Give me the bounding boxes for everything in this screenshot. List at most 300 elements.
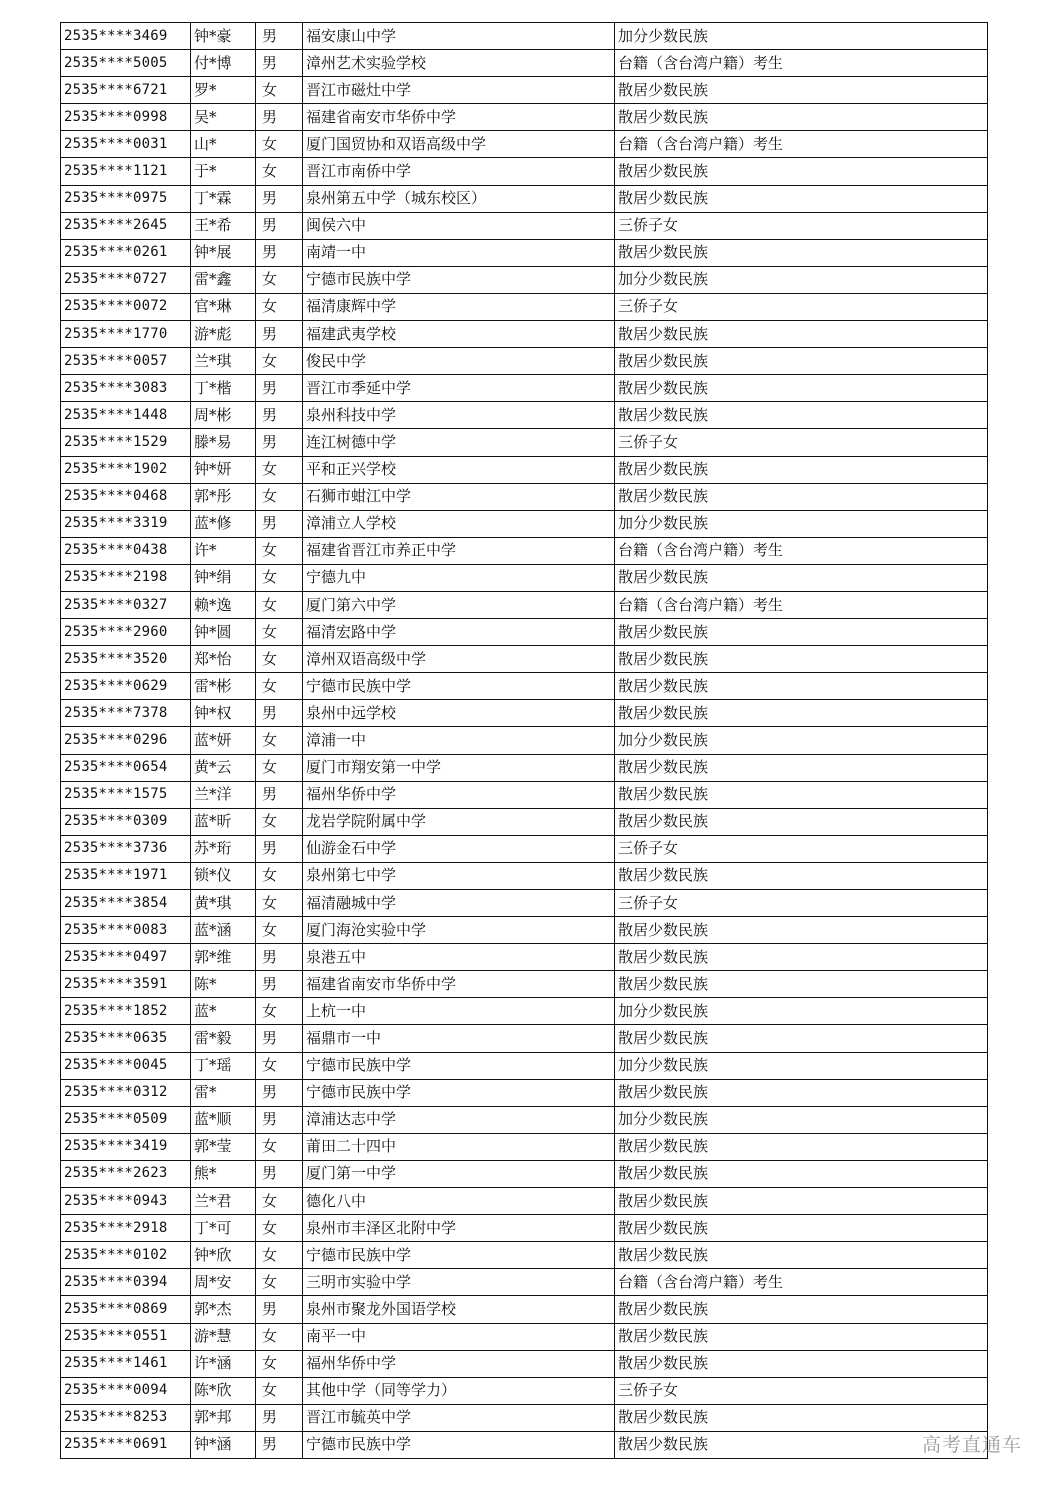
category-cell: 三侨子女 — [615, 293, 988, 320]
school-cell: 晋江市磁灶中学 — [303, 77, 615, 104]
category-cell: 散居少数民族 — [615, 944, 988, 971]
table-row — [61, 1242, 988, 1269]
school-cell: 泉州第七中学 — [303, 862, 615, 889]
table-row — [61, 1377, 988, 1404]
school-cell: 厦门第一中学 — [303, 1160, 615, 1187]
gender-cell: 男 — [256, 835, 303, 862]
category-cell: 加分少数民族 — [615, 266, 988, 293]
school-cell: 泉州中远学校 — [303, 700, 615, 727]
table-row — [61, 266, 988, 293]
table-row — [61, 998, 988, 1025]
id-cell: 2535****1121 — [61, 158, 191, 185]
table-row — [61, 591, 988, 618]
name-cell: 锁*仪 — [191, 862, 256, 889]
name-cell: 兰*君 — [191, 1188, 256, 1215]
school-cell: 三明市实验中学 — [303, 1269, 615, 1296]
id-cell: 2535****0468 — [61, 483, 191, 510]
table-row — [61, 50, 988, 77]
name-cell: 游*慧 — [191, 1323, 256, 1350]
table-row — [61, 321, 988, 348]
gender-cell: 女 — [256, 1269, 303, 1296]
gender-cell: 男 — [256, 429, 303, 456]
table-row — [61, 510, 988, 537]
school-cell: 宁德市民族中学 — [303, 1431, 615, 1458]
gender-cell: 女 — [256, 483, 303, 510]
category-cell: 台籍（含台湾户籍）考生 — [615, 50, 988, 77]
gender-cell: 女 — [256, 131, 303, 158]
school-cell: 泉州第五中学（城东校区） — [303, 185, 615, 212]
name-cell: 雷*毅 — [191, 1025, 256, 1052]
school-cell: 宁德市民族中学 — [303, 1242, 615, 1269]
school-cell: 福州华侨中学 — [303, 781, 615, 808]
name-cell: 罗* — [191, 77, 256, 104]
category-cell: 台籍（含台湾户籍）考生 — [615, 1269, 988, 1296]
table-row — [61, 1079, 988, 1106]
gender-cell: 女 — [256, 266, 303, 293]
name-cell: 雷* — [191, 1079, 256, 1106]
table-row — [61, 1052, 988, 1079]
category-cell: 散居少数民族 — [615, 1404, 988, 1431]
name-cell: 蓝*顺 — [191, 1106, 256, 1133]
name-cell: 丁*霖 — [191, 185, 256, 212]
name-cell: 郭*莹 — [191, 1133, 256, 1160]
gender-cell: 女 — [256, 619, 303, 646]
id-cell: 2535****0057 — [61, 348, 191, 375]
gender-cell: 男 — [256, 1025, 303, 1052]
gender-cell: 女 — [256, 1215, 303, 1242]
gender-cell: 男 — [256, 212, 303, 239]
school-cell: 泉州科技中学 — [303, 402, 615, 429]
id-cell: 2535****1852 — [61, 998, 191, 1025]
category-cell: 散居少数民族 — [615, 321, 988, 348]
name-cell: 于* — [191, 158, 256, 185]
id-cell: 2535****6721 — [61, 77, 191, 104]
gender-cell: 女 — [256, 537, 303, 564]
id-cell: 2535****0045 — [61, 1052, 191, 1079]
category-cell: 三侨子女 — [615, 835, 988, 862]
table-row — [61, 402, 988, 429]
school-cell: 厦门海沧实验中学 — [303, 917, 615, 944]
name-cell: 钟*圆 — [191, 619, 256, 646]
name-cell: 陈*欣 — [191, 1377, 256, 1404]
table-row — [61, 564, 988, 591]
id-cell: 2535****8253 — [61, 1404, 191, 1431]
id-cell: 2535****2960 — [61, 619, 191, 646]
table-row — [61, 646, 988, 673]
category-cell: 散居少数民族 — [615, 1188, 988, 1215]
school-cell: 石狮市蚶江中学 — [303, 483, 615, 510]
category-cell: 三侨子女 — [615, 212, 988, 239]
category-cell: 散居少数民族 — [615, 754, 988, 781]
school-cell: 南靖一中 — [303, 239, 615, 266]
school-cell: 莆田二十四中 — [303, 1133, 615, 1160]
school-cell: 南平一中 — [303, 1323, 615, 1350]
school-cell: 泉州市聚龙外国语学校 — [303, 1296, 615, 1323]
school-cell: 平和正兴学校 — [303, 456, 615, 483]
school-cell: 福鼎市一中 — [303, 1025, 615, 1052]
school-cell: 闽侯六中 — [303, 212, 615, 239]
table-row — [61, 917, 988, 944]
table-row — [61, 429, 988, 456]
name-cell: 钟*展 — [191, 239, 256, 266]
category-cell: 散居少数民族 — [615, 862, 988, 889]
id-cell: 2535****3083 — [61, 375, 191, 402]
name-cell: 周*彬 — [191, 402, 256, 429]
table-row — [61, 862, 988, 889]
category-cell: 散居少数民族 — [615, 239, 988, 266]
school-cell: 晋江市南侨中学 — [303, 158, 615, 185]
school-cell: 福建武夷学校 — [303, 321, 615, 348]
table-row — [61, 1215, 988, 1242]
school-cell: 福清宏路中学 — [303, 619, 615, 646]
id-cell: 2535****0869 — [61, 1296, 191, 1323]
school-cell: 宁德市民族中学 — [303, 266, 615, 293]
school-cell: 俊民中学 — [303, 348, 615, 375]
category-cell: 散居少数民族 — [615, 564, 988, 591]
school-cell: 漳浦立人学校 — [303, 510, 615, 537]
table-row — [61, 1188, 988, 1215]
school-cell: 龙岩学院附属中学 — [303, 808, 615, 835]
table-row — [61, 23, 988, 50]
name-cell: 雷*彬 — [191, 673, 256, 700]
table-row — [61, 1350, 988, 1377]
gender-cell: 男 — [256, 185, 303, 212]
id-cell: 2535****2918 — [61, 1215, 191, 1242]
category-cell: 散居少数民族 — [615, 1215, 988, 1242]
table-row — [61, 77, 988, 104]
category-cell: 三侨子女 — [615, 890, 988, 917]
school-cell: 晋江市毓英中学 — [303, 1404, 615, 1431]
school-cell: 宁德市民族中学 — [303, 1052, 615, 1079]
name-cell: 黄*云 — [191, 754, 256, 781]
id-cell: 2535****0635 — [61, 1025, 191, 1052]
id-cell: 2535****1971 — [61, 862, 191, 889]
category-cell: 散居少数民族 — [615, 375, 988, 402]
gender-cell: 女 — [256, 348, 303, 375]
gender-cell: 男 — [256, 1431, 303, 1458]
name-cell: 钟*豪 — [191, 23, 256, 50]
category-cell: 散居少数民族 — [615, 619, 988, 646]
school-cell: 其他中学（同等学力） — [303, 1377, 615, 1404]
category-cell: 散居少数民族 — [615, 781, 988, 808]
gender-cell: 女 — [256, 1133, 303, 1160]
id-cell: 2535****0943 — [61, 1188, 191, 1215]
category-cell: 散居少数民族 — [615, 185, 988, 212]
name-cell: 苏*珩 — [191, 835, 256, 862]
table-row — [61, 293, 988, 320]
category-cell: 加分少数民族 — [615, 1106, 988, 1133]
gender-cell: 女 — [256, 890, 303, 917]
name-cell: 郑*怡 — [191, 646, 256, 673]
category-cell: 散居少数民族 — [615, 158, 988, 185]
table-row — [61, 1025, 988, 1052]
id-cell: 2535****2198 — [61, 564, 191, 591]
gender-cell: 女 — [256, 646, 303, 673]
id-cell: 2535****0629 — [61, 673, 191, 700]
id-cell: 2535****0654 — [61, 754, 191, 781]
gender-cell: 女 — [256, 564, 303, 591]
gender-cell: 男 — [256, 1160, 303, 1187]
name-cell: 蓝*涵 — [191, 917, 256, 944]
gender-cell: 男 — [256, 781, 303, 808]
category-cell: 散居少数民族 — [615, 1133, 988, 1160]
table-row — [61, 1160, 988, 1187]
category-cell: 散居少数民族 — [615, 483, 988, 510]
id-cell: 2535****2645 — [61, 212, 191, 239]
name-cell: 许* — [191, 537, 256, 564]
table-row — [61, 808, 988, 835]
school-cell: 福州华侨中学 — [303, 1350, 615, 1377]
id-cell: 2535****0975 — [61, 185, 191, 212]
watermark: 高考直通车 — [921, 1434, 1022, 1456]
name-cell: 丁*瑶 — [191, 1052, 256, 1079]
school-cell: 连江树德中学 — [303, 429, 615, 456]
name-cell: 郭*杰 — [191, 1296, 256, 1323]
school-cell: 厦门市翔安第一中学 — [303, 754, 615, 781]
school-cell: 宁德市民族中学 — [303, 673, 615, 700]
school-cell: 福清康辉中学 — [303, 293, 615, 320]
gender-cell: 男 — [256, 1404, 303, 1431]
table-row — [61, 835, 988, 862]
id-cell: 2535****0551 — [61, 1323, 191, 1350]
category-cell: 散居少数民族 — [615, 971, 988, 998]
name-cell: 山* — [191, 131, 256, 158]
school-cell: 福清融城中学 — [303, 890, 615, 917]
name-cell: 熊* — [191, 1160, 256, 1187]
gender-cell: 男 — [256, 1106, 303, 1133]
table-row — [61, 619, 988, 646]
id-cell: 2535****1575 — [61, 781, 191, 808]
id-cell: 2535****2623 — [61, 1160, 191, 1187]
category-cell: 散居少数民族 — [615, 1079, 988, 1106]
gender-cell: 女 — [256, 727, 303, 754]
id-cell: 2535****0072 — [61, 293, 191, 320]
name-cell: 游*彪 — [191, 321, 256, 348]
category-cell: 散居少数民族 — [615, 104, 988, 131]
school-cell: 晋江市季延中学 — [303, 375, 615, 402]
id-cell: 2535****0497 — [61, 944, 191, 971]
category-cell: 台籍（含台湾户籍）考生 — [615, 591, 988, 618]
name-cell: 郭*维 — [191, 944, 256, 971]
category-cell: 三侨子女 — [615, 1377, 988, 1404]
gender-cell: 女 — [256, 158, 303, 185]
id-cell: 2535****0102 — [61, 1242, 191, 1269]
name-cell: 钟*欣 — [191, 1242, 256, 1269]
gender-cell: 女 — [256, 1188, 303, 1215]
school-cell: 福安康山中学 — [303, 23, 615, 50]
id-cell: 2535****0509 — [61, 1106, 191, 1133]
name-cell: 钟*涵 — [191, 1431, 256, 1458]
id-cell: 2535****0083 — [61, 917, 191, 944]
gender-cell: 女 — [256, 808, 303, 835]
name-cell: 陈* — [191, 971, 256, 998]
id-cell: 2535****3854 — [61, 890, 191, 917]
id-cell: 2535****1461 — [61, 1350, 191, 1377]
name-cell: 钟*绢 — [191, 564, 256, 591]
category-cell: 散居少数民族 — [615, 1431, 988, 1458]
id-cell: 2535****3591 — [61, 971, 191, 998]
gender-cell: 男 — [256, 239, 303, 266]
name-cell: 官*琳 — [191, 293, 256, 320]
category-cell: 散居少数民族 — [615, 1296, 988, 1323]
gender-cell: 男 — [256, 1079, 303, 1106]
school-cell: 宁德市民族中学 — [303, 1079, 615, 1106]
table-row — [61, 348, 988, 375]
table-row — [61, 1404, 988, 1431]
school-cell: 泉州市丰泽区北附中学 — [303, 1215, 615, 1242]
category-cell: 散居少数民族 — [615, 402, 988, 429]
id-cell: 2535****3419 — [61, 1133, 191, 1160]
id-cell: 2535****1902 — [61, 456, 191, 483]
table-row — [61, 971, 988, 998]
table-row — [61, 537, 988, 564]
school-cell: 厦门第六中学 — [303, 591, 615, 618]
school-cell: 漳州双语高级中学 — [303, 646, 615, 673]
school-cell: 漳浦一中 — [303, 727, 615, 754]
id-cell: 2535****3469 — [61, 23, 191, 50]
school-cell: 福建省南安市华侨中学 — [303, 104, 615, 131]
table-row — [61, 1431, 988, 1458]
gender-cell: 男 — [256, 23, 303, 50]
category-cell: 散居少数民族 — [615, 77, 988, 104]
gender-cell: 女 — [256, 673, 303, 700]
name-cell: 蓝*昕 — [191, 808, 256, 835]
gender-cell: 男 — [256, 700, 303, 727]
school-cell: 厦门国贸协和双语高级中学 — [303, 131, 615, 158]
table-row — [61, 185, 988, 212]
category-cell: 散居少数民族 — [615, 1350, 988, 1377]
name-cell: 蓝*修 — [191, 510, 256, 537]
table-row — [61, 1323, 988, 1350]
id-cell: 2535****1529 — [61, 429, 191, 456]
name-cell: 许*涵 — [191, 1350, 256, 1377]
name-cell: 吴* — [191, 104, 256, 131]
id-cell: 2535****0394 — [61, 1269, 191, 1296]
id-cell: 2535****3736 — [61, 835, 191, 862]
gender-cell: 男 — [256, 944, 303, 971]
table-body — [61, 23, 988, 1459]
name-cell: 兰*洋 — [191, 781, 256, 808]
gender-cell: 女 — [256, 591, 303, 618]
gender-cell: 男 — [256, 375, 303, 402]
student-list-table — [60, 22, 988, 1459]
gender-cell: 男 — [256, 50, 303, 77]
school-cell: 漳浦达志中学 — [303, 1106, 615, 1133]
category-cell: 散居少数民族 — [615, 673, 988, 700]
name-cell: 滕*易 — [191, 429, 256, 456]
gender-cell: 男 — [256, 402, 303, 429]
id-cell: 2535****3319 — [61, 510, 191, 537]
category-cell: 加分少数民族 — [615, 23, 988, 50]
gender-cell: 男 — [256, 321, 303, 348]
name-cell: 王*希 — [191, 212, 256, 239]
gender-cell: 女 — [256, 77, 303, 104]
name-cell: 雷*鑫 — [191, 266, 256, 293]
gender-cell: 女 — [256, 917, 303, 944]
table-row — [61, 781, 988, 808]
id-cell: 2535****0312 — [61, 1079, 191, 1106]
name-cell: 兰*琪 — [191, 348, 256, 375]
table-row — [61, 456, 988, 483]
school-cell: 福建省晋江市养正中学 — [303, 537, 615, 564]
school-cell: 上杭一中 — [303, 998, 615, 1025]
table-row — [61, 104, 988, 131]
id-cell: 2535****7378 — [61, 700, 191, 727]
name-cell: 蓝* — [191, 998, 256, 1025]
school-cell: 漳州艺术实验学校 — [303, 50, 615, 77]
gender-cell: 女 — [256, 998, 303, 1025]
id-cell: 2535****1448 — [61, 402, 191, 429]
category-cell: 加分少数民族 — [615, 1052, 988, 1079]
school-cell: 仙游金石中学 — [303, 835, 615, 862]
category-cell: 散居少数民族 — [615, 1160, 988, 1187]
school-cell: 泉港五中 — [303, 944, 615, 971]
table-row — [61, 1269, 988, 1296]
gender-cell: 女 — [256, 862, 303, 889]
gender-cell: 女 — [256, 1350, 303, 1377]
table-row — [61, 890, 988, 917]
table-row — [61, 158, 988, 185]
school-cell: 德化八中 — [303, 1188, 615, 1215]
gender-cell: 男 — [256, 510, 303, 537]
name-cell: 蓝*妍 — [191, 727, 256, 754]
category-cell: 散居少数民族 — [615, 646, 988, 673]
gender-cell: 男 — [256, 1296, 303, 1323]
id-cell: 2535****1770 — [61, 321, 191, 348]
name-cell: 郭*邦 — [191, 1404, 256, 1431]
gender-cell: 男 — [256, 104, 303, 131]
gender-cell: 女 — [256, 1377, 303, 1404]
gender-cell: 女 — [256, 293, 303, 320]
id-cell: 2535****0261 — [61, 239, 191, 266]
gender-cell: 女 — [256, 1323, 303, 1350]
gender-cell: 女 — [256, 1052, 303, 1079]
category-cell: 散居少数民族 — [615, 1242, 988, 1269]
id-cell: 2535****0309 — [61, 808, 191, 835]
category-cell: 台籍（含台湾户籍）考生 — [615, 537, 988, 564]
category-cell: 三侨子女 — [615, 429, 988, 456]
gender-cell: 女 — [256, 754, 303, 781]
table-row — [61, 944, 988, 971]
id-cell: 2535****0296 — [61, 727, 191, 754]
table-row — [61, 673, 988, 700]
category-cell: 散居少数民族 — [615, 456, 988, 483]
name-cell: 钟*妍 — [191, 456, 256, 483]
category-cell: 加分少数民族 — [615, 727, 988, 754]
name-cell: 钟*权 — [191, 700, 256, 727]
category-cell: 散居少数民族 — [615, 808, 988, 835]
category-cell: 散居少数民族 — [615, 700, 988, 727]
id-cell: 2535****0327 — [61, 591, 191, 618]
category-cell: 散居少数民族 — [615, 917, 988, 944]
gender-cell: 女 — [256, 456, 303, 483]
name-cell: 丁*楷 — [191, 375, 256, 402]
name-cell: 周*安 — [191, 1269, 256, 1296]
category-cell: 散居少数民族 — [615, 1025, 988, 1052]
id-cell: 2535****0998 — [61, 104, 191, 131]
table-row — [61, 131, 988, 158]
name-cell: 黄*琪 — [191, 890, 256, 917]
table-row — [61, 727, 988, 754]
name-cell: 郭*彤 — [191, 483, 256, 510]
table-row — [61, 375, 988, 402]
school-cell: 福建省南安市华侨中学 — [303, 971, 615, 998]
table-row — [61, 1296, 988, 1323]
id-cell: 2535****0438 — [61, 537, 191, 564]
name-cell: 丁*可 — [191, 1215, 256, 1242]
table-row — [61, 700, 988, 727]
id-cell: 2535****5005 — [61, 50, 191, 77]
